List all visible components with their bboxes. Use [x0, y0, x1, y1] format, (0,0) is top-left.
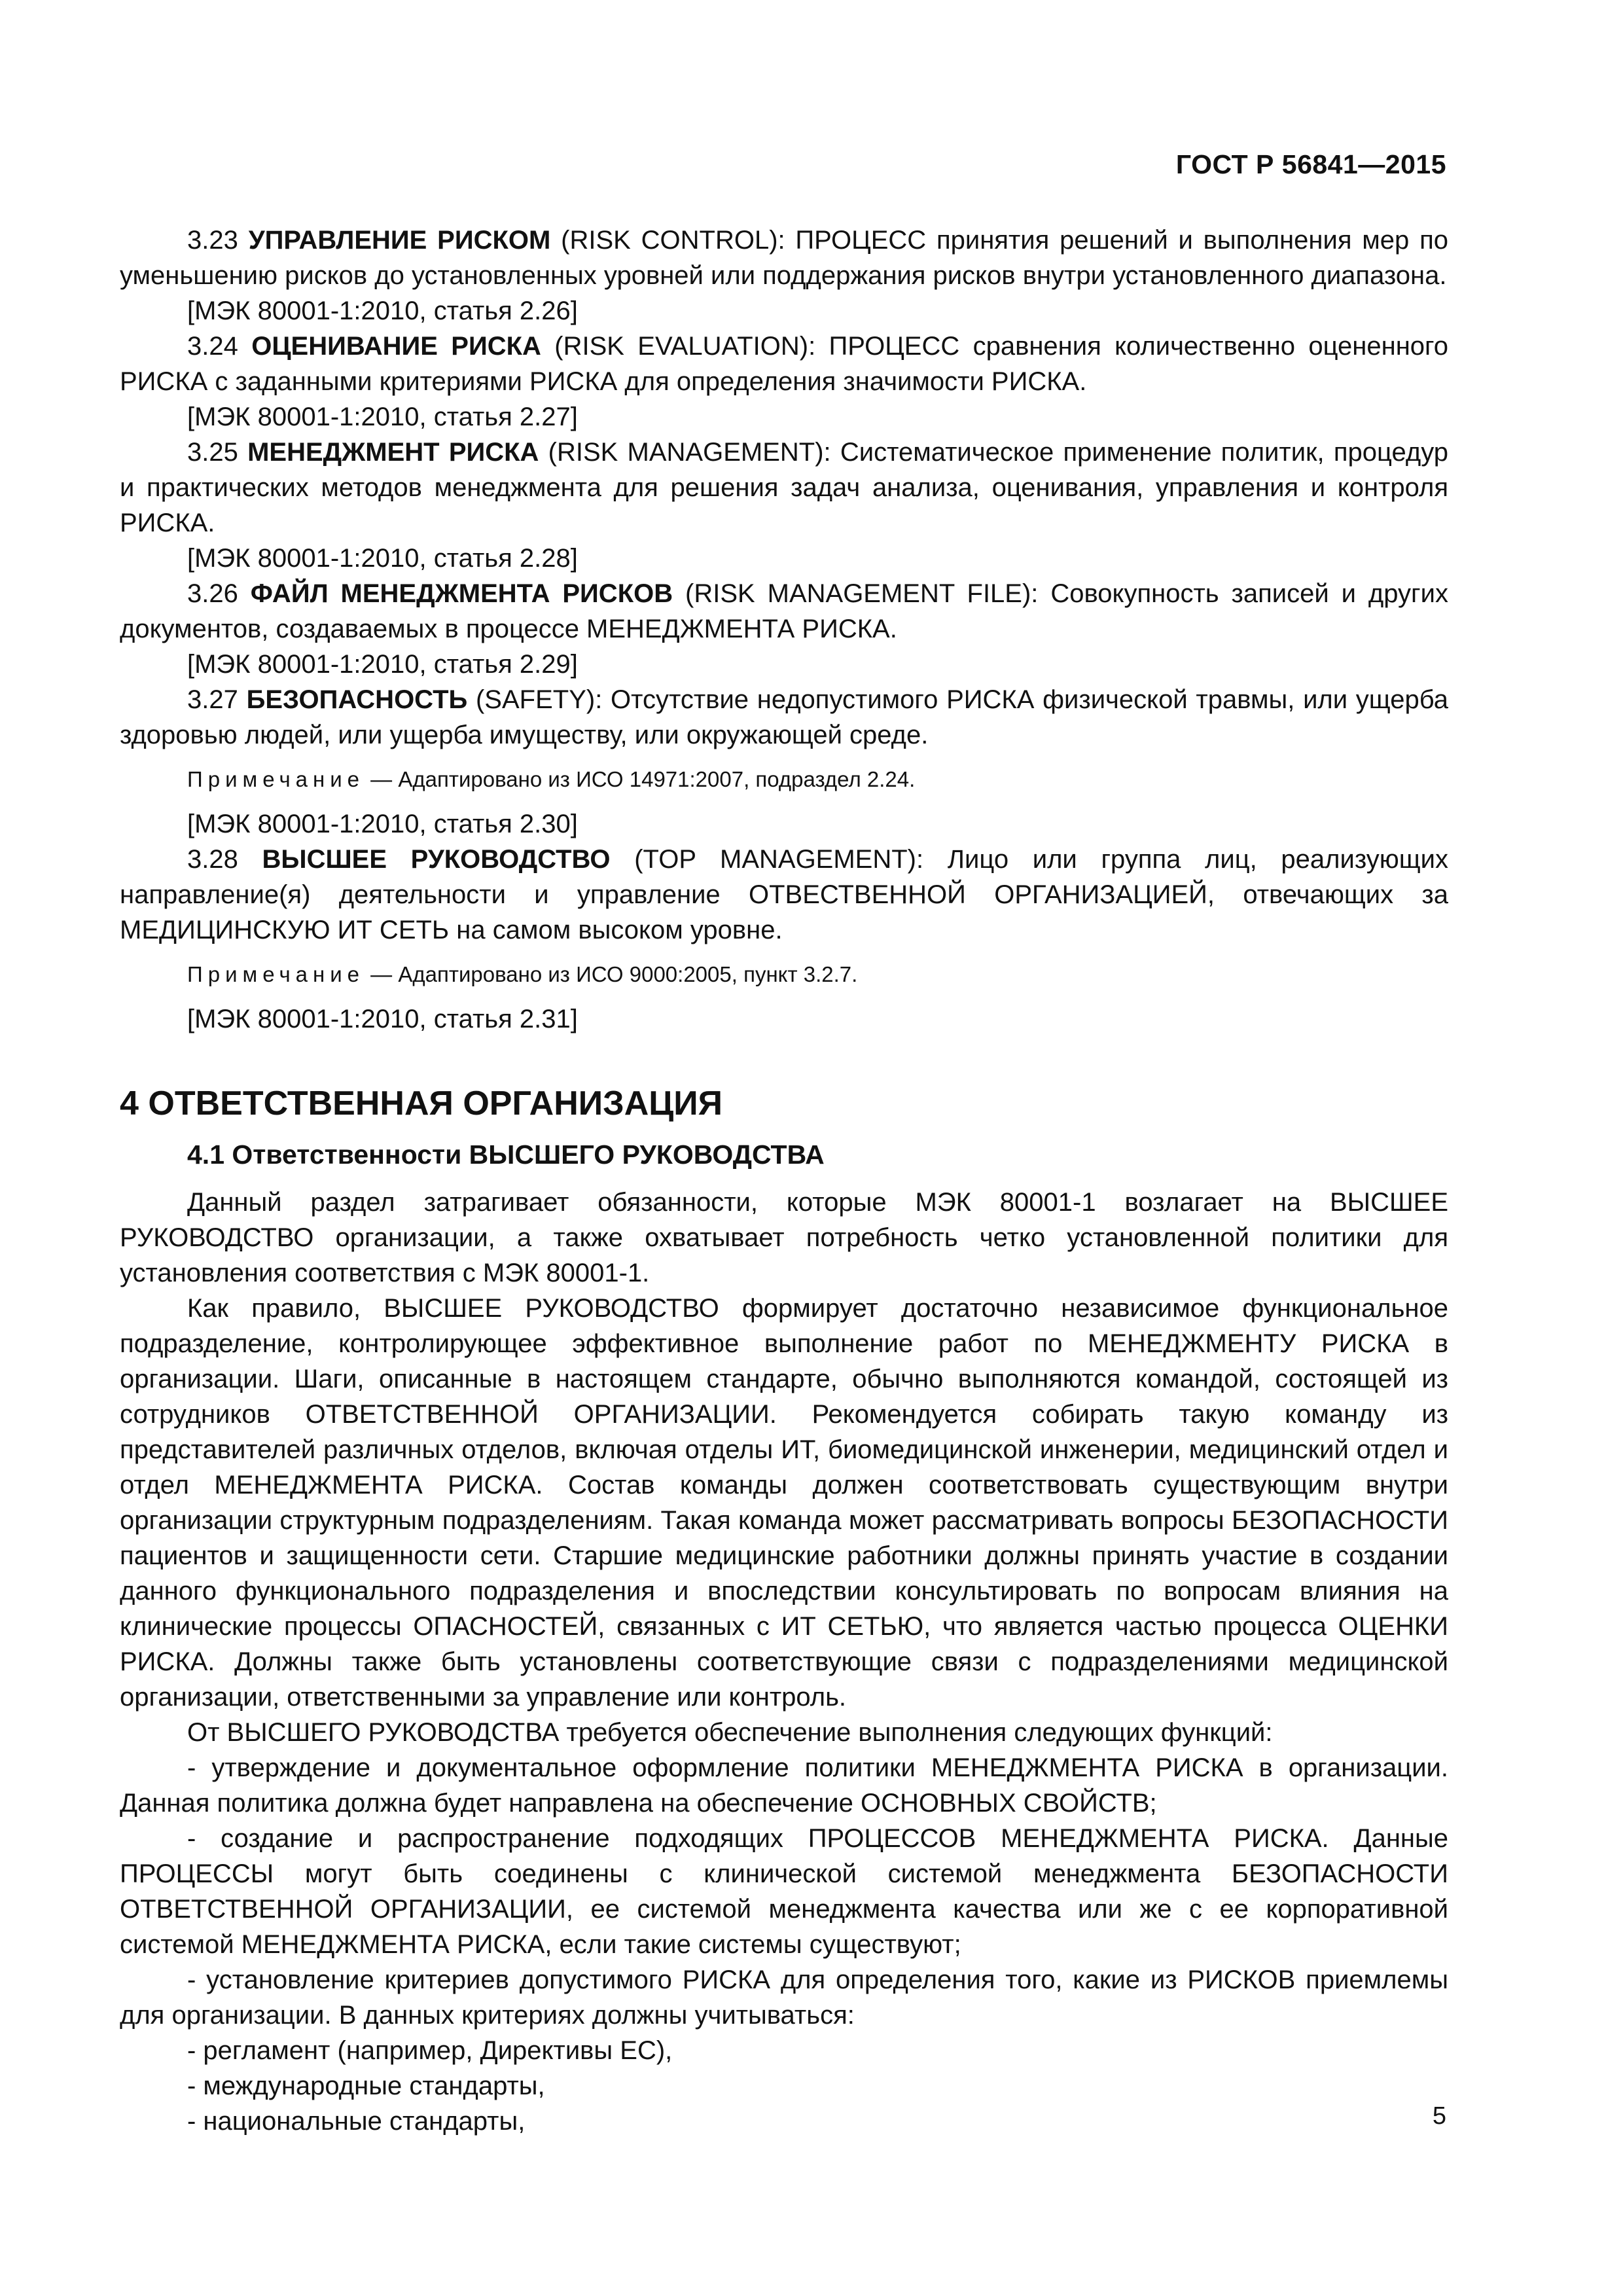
definition-number: 3.27 [187, 685, 238, 714]
list-item: - установление критериев допустимого РИСКА для определения того, какие из РИСКОВ приемлемы для организации. В данных критериях должны учитываться: [120, 1965, 1448, 2030]
definition-term: ВЫСШЕЕ РУКОВОДСТВО [262, 845, 611, 874]
section-title: 4 ОТВЕТСТВЕННАЯ ОРГАНИЗАЦИЯ [120, 1085, 722, 1122]
sub-list-item: - национальные стандарты, [187, 2107, 526, 2136]
page-number: 5 [1432, 2102, 1446, 2130]
definition-note [120, 960, 1448, 990]
note-label: Примечание [187, 767, 365, 791]
sub-list-item: - международные стандарты, [187, 2072, 545, 2100]
definition-text: (RISK MANAGEMENT FILE): Совокупность записей и других документов, создаваемых в процессе МЕНЕДЖМЕНТА РИСКА. [120, 579, 1448, 643]
definition-reference: [МЭК 80001-1:2010, статья 2.30] [187, 810, 578, 838]
definition-3-25 [120, 435, 1448, 541]
definition-3-28 [120, 842, 1448, 948]
note-label: Примечание [187, 962, 365, 986]
note-text: — Адаптировано из ИСО 9000:2005, пункт 3.2.7. [365, 962, 858, 986]
definition-term: МЕНЕДЖМЕНТ РИСКА [247, 438, 539, 467]
definition-reference: [МЭК 80001-1:2010, статья 2.26] [187, 296, 578, 325]
definition-term: УПРАВЛЕНИЕ РИСКОМ [248, 226, 551, 255]
definition-number: 3.25 [187, 438, 238, 467]
definition-reference: [МЭК 80001-1:2010, статья 2.31] [187, 1005, 578, 1033]
definition-number: 3.28 [187, 845, 238, 874]
definition-3-27 [120, 682, 1448, 753]
definition-reference: [МЭК 80001-1:2010, статья 2.28] [187, 544, 578, 573]
definition-term: БЕЗОПАСНОСТЬ [246, 685, 468, 714]
definition-term: ФАЙЛ МЕНЕДЖМЕНТА РИСКОВ [250, 579, 673, 608]
definition-text: (SAFETY): Отсутствие недопустимого РИСКА физической травмы, или ущерба здоровью людей, или ущерба имуществу, или окружающей среде. [120, 685, 1448, 749]
definition-text: (RISK MANAGEMENT): Систематическое применение политик, процедур и практических методов менеджмента для решения задач анализа, оценивания, управления и контроля РИСКА. [120, 438, 1448, 537]
definition-reference: [МЭК 80001-1:2010, статья 2.29] [187, 650, 578, 679]
note-text: — Адаптировано из ИСО 14971:2007, подраздел 2.24. [365, 767, 916, 791]
page-content [120, 223, 1448, 2139]
sub-list-item: - регламент (например, Директивы ЕС), [187, 2036, 673, 2065]
body-paragraph: От ВЫСШЕГО РУКОВОДСТВА требуется обеспечение выполнения следующих функций: [187, 1718, 1273, 1747]
subsection-title: 4.1 Ответственности ВЫСШЕГО РУКОВОДСТВА [187, 1139, 825, 1170]
definition-3-26 [120, 576, 1448, 647]
body-paragraph: Данный раздел затрагивает обязанности, которые МЭК 80001-1 возлагает на ВЫСШЕЕ РУКОВОДСТВО организации, а также охватывает потребность четко установленной политики для установления соответствия с МЭК 80001-1. [120, 1188, 1448, 1287]
list-item: - создание и распространение подходящих ПРОЦЕССОВ МЕНЕДЖМЕНТА РИСКА. Данные ПРОЦЕССЫ могут быть соединены с клинической системой менеджмента БЕЗОПАСНОСТИ ОТВЕТСТВЕННОЙ ОРГАНИЗАЦИИ, ее системой менеджмента качества или же с ее корпоративной системой МЕНЕДЖМЕНТА РИСКА, если такие системы существуют; [120, 1824, 1448, 1959]
definition-reference: [МЭК 80001-1:2010, статья 2.27] [187, 403, 578, 431]
document-id-header: ГОСТ Р 56841—2015 [1175, 149, 1446, 179]
definition-number: 3.24 [187, 332, 238, 361]
definition-note [120, 764, 1448, 795]
definition-3-23 [120, 223, 1448, 293]
definition-text: (RISK EVALUATION): ПРОЦЕСС сравнения количественно оцененного РИСКА с заданными критериями РИСКА для определения значимости РИСКА. [120, 332, 1448, 396]
definition-number: 3.26 [187, 579, 238, 608]
definition-number: 3.23 [187, 226, 238, 255]
definition-term: ОЦЕНИВАНИЕ РИСКА [251, 332, 541, 361]
definition-text: (TOP MANAGEMENT): Лицо или группа лиц, реализующих направление(я) деятельности и управление ОТВЕСТВЕННОЙ ОРГАНИЗАЦИЕЙ, отвечающих за МЕДИЦИНСКУЮ ИТ СЕТЬ на самом высоком уровне. [120, 845, 1449, 944]
definition-3-24 [120, 329, 1448, 399]
body-paragraph: Как правило, ВЫСШЕЕ РУКОВОДСТВО формирует достаточно независимое функциональное подразделение, контролирующее эффективное выполнение работ по МЕНЕДЖМЕНТУ РИСКА в организации. Шаги, описанные в настоящем стандарте, обычно выполняются командой, состоящей из сотрудников ОТВЕТСТВЕННОЙ ОРГАНИЗАЦИИ. Рекомендуется собирать такую команду из представителей различных отделов, включая отделы ИТ, биомедицинской инженерии, медицинский отдел и отдел МЕНЕДЖМЕНТА РИСКА. Состав команды должен соответствовать существующим внутри организации структурным подразделениям. Такая команда может рассматривать вопросы БЕЗОПАСНОСТИ пациентов и защищенности сети. Старшие медицинские работники должны принять участие в создании данного функционального подразделения и впоследствии консультировать по вопросам влияния на клинические процессы ОПАСНОСТЕЙ, связанных с ИТ СЕТЬЮ, что является частью процесса ОЦЕНКИ РИСКА. Должны также быть установлены соответствующие связи с подразделениями медицинской организации, ответственными за управление или контроль. [120, 1294, 1448, 1712]
definition-text: (RISK CONTROL): ПРОЦЕСС принятия решений и выполнения мер по уменьшению рисков до установленных уровней или поддержания рисков внутри установленного диапазона. [120, 226, 1449, 290]
list-item: - утверждение и документальное оформление политики МЕНЕДЖМЕНТА РИСКА в организации. Данная политика должна будет направлена на обеспечение ОСНОВНЫХ СВОЙСТВ; [120, 1753, 1448, 1818]
